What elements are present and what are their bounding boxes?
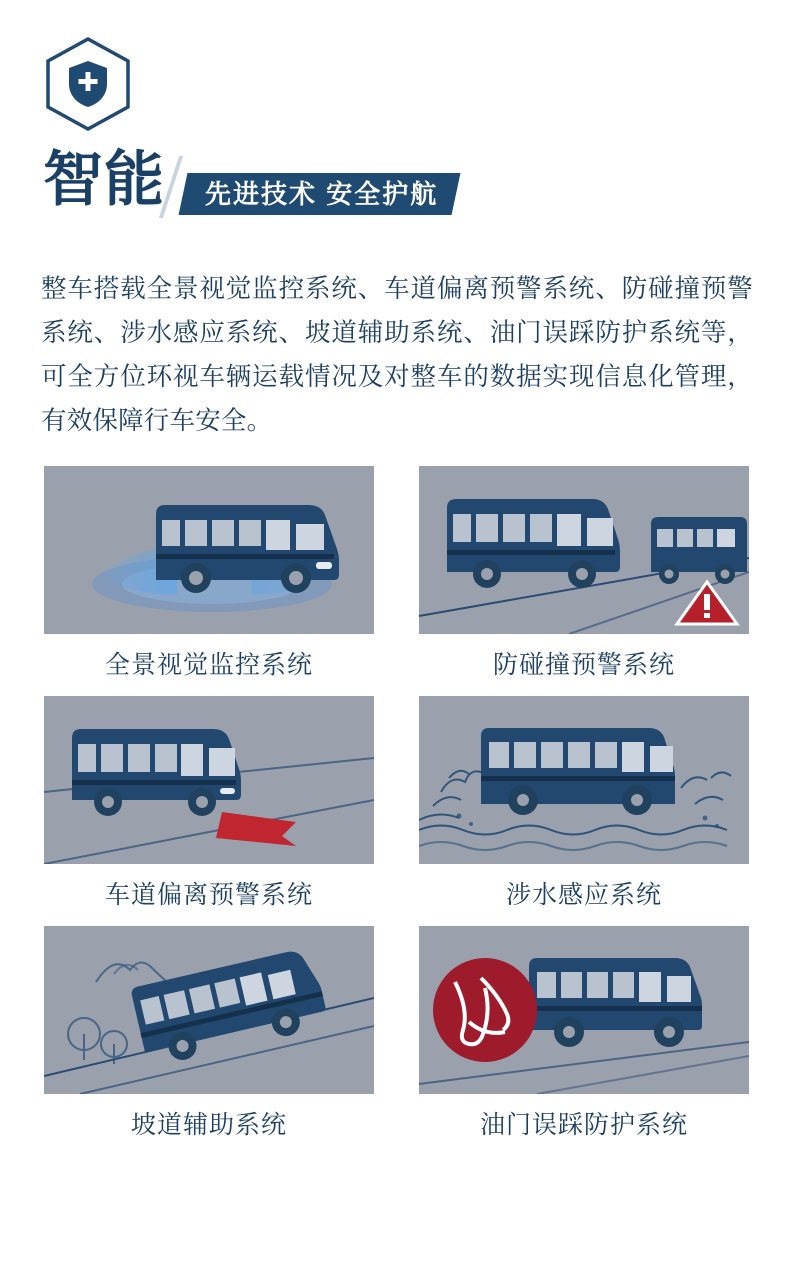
feature-caption-wading-sensor: 涉水感应系统 bbox=[505, 881, 662, 909]
feature-caption-pedal-misstep-protection: 油门误踩防护系统 bbox=[479, 1111, 688, 1139]
shield-medical-icon bbox=[67, 60, 109, 108]
bus-pedal-red-circle-illustration bbox=[419, 926, 749, 1094]
bus-on-slope-trees-illustration bbox=[44, 926, 374, 1094]
feature-image-anti-collision bbox=[419, 466, 749, 634]
title-banner bbox=[179, 173, 461, 215]
feature-image-wading-sensor bbox=[419, 696, 749, 864]
title-row bbox=[40, 148, 560, 220]
feature-caption-panoramic-vision: 全景视觉监控系统 bbox=[104, 651, 313, 679]
feature-caption-lane-departure: 车道偏离预警系统 bbox=[104, 881, 313, 909]
feature-caption-hill-assist: 坡道辅助系统 bbox=[130, 1111, 287, 1139]
feature-caption-anti-collision: 防碰撞预警系统 bbox=[492, 651, 675, 679]
feature-image-panoramic-vision bbox=[44, 466, 374, 634]
features-grid bbox=[44, 466, 749, 1156]
title-banner-label: 先进技术 安全护航 bbox=[205, 179, 439, 209]
feature-card-pedal-misstep-protection bbox=[419, 926, 749, 1156]
feature-card-panoramic-vision bbox=[44, 466, 374, 696]
feature-card-hill-assist bbox=[44, 926, 374, 1156]
feature-image-hill-assist bbox=[44, 926, 374, 1094]
feature-image-pedal-misstep-protection bbox=[419, 926, 749, 1094]
intro-paragraph: 整车搭载全景视觉监控系统、车道偏离预警系统、防碰撞预警系统、涉水感应系统、坡道辅助系统、油门误踩防护系统等，可全方位环视车辆运载情况及对整车的数据实现信息化管理，有效保障行车安全。 bbox=[41, 275, 753, 435]
header-badge bbox=[45, 37, 131, 131]
feature-card-anti-collision bbox=[419, 466, 749, 696]
page-title: 智能 bbox=[43, 147, 165, 213]
feature-image-lane-departure bbox=[44, 696, 374, 864]
bus-panoramic-radar-illustration bbox=[44, 466, 374, 634]
two-buses-warning-triangle-illustration bbox=[419, 466, 749, 634]
feature-card-lane-departure bbox=[44, 696, 374, 926]
feature-card-wading-sensor bbox=[419, 696, 749, 926]
bus-in-water-waves-illustration bbox=[419, 696, 749, 864]
bus-red-arrow-lane-illustration bbox=[44, 696, 374, 864]
